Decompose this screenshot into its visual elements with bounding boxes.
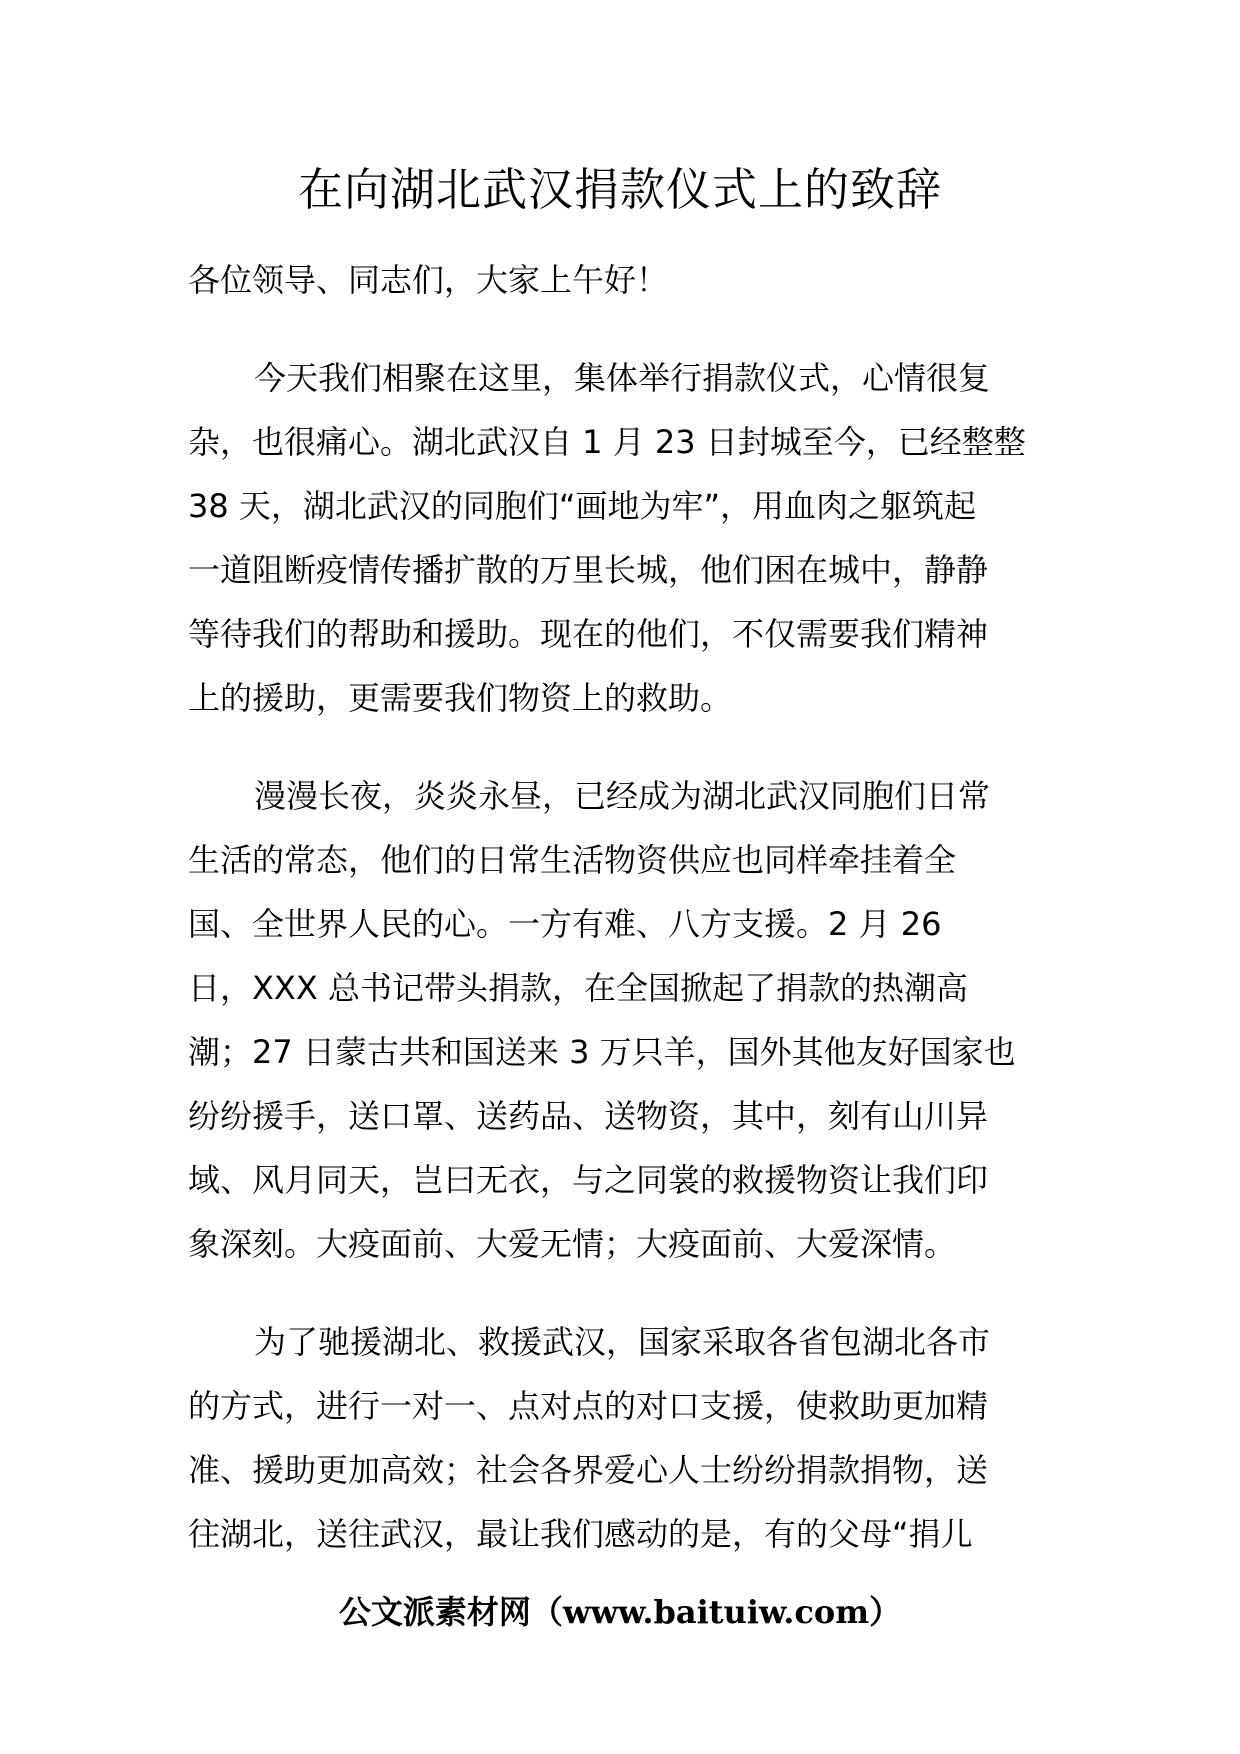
paragraph-line: 一道阻断疫情传播扩散的万里长城，他们困在城中，静静 <box>188 551 989 589</box>
paragraph-spacing <box>188 1276 1058 1310</box>
paragraph-line: 等待我们的帮助和援助。现在的他们，不仅需要我们精神 <box>188 615 989 653</box>
paragraph-line: 往湖北，送往武汉，最让我们感动的是，有的父母“捐儿 <box>188 1515 973 1553</box>
paragraph-line: 纷纷援手，送口罩、送药品、送物资，其中，刻有山川异 <box>188 1097 989 1135</box>
paragraph-2 <box>188 764 1058 1276</box>
paragraph-line: 象深刻。大疫面前、大爱无情；大疫面前、大爱深情。 <box>188 1225 957 1263</box>
paragraph-line: 上的援助，更需要我们物资上的救助。 <box>188 679 733 717</box>
paragraph-line: 潮；27 日蒙古共和国送来 3 万只羊，国外其他友好国家也 <box>188 1033 1016 1071</box>
paragraph-1 <box>188 346 1058 730</box>
paragraph-line: 杂，也很痛心。湖北武汉自 1 月 23 日封城至今，已经整整 <box>188 423 1026 461</box>
paragraph-spacing <box>188 312 1058 346</box>
paragraph-line: 的方式，进行一对一、点对点的对口支援，使救助更加精 <box>188 1387 989 1425</box>
paragraph-line: 为了驰援湖北、救援武汉，国家采取各省包湖北各市 <box>254 1323 991 1361</box>
footer-source: 公文派素材网（www.baituiw.com） <box>338 1593 902 1631</box>
paragraph-line: 今天我们相聚在这里，集体举行捐款仪式，心情很复 <box>254 359 991 397</box>
paragraph-spacing <box>188 730 1058 764</box>
paragraph-line: 域、风月同天，岂曰无衣，与之同裳的救援物资让我们印 <box>188 1161 989 1199</box>
paragraph-line: 38 天，湖北武汉的同胞们“画地为牢”，用血肉之躯筑起 <box>188 487 977 525</box>
paragraph-3 <box>188 1310 1058 1566</box>
paragraph-line: 漫漫长夜，炎炎永昼，已经成为湖北武汉同胞们日常 <box>254 777 991 815</box>
paragraph-line: 准、援助更加高效；社会各界爱心人士纷纷捐款捐物，送 <box>188 1451 989 1489</box>
document-title: 在向湖北武汉捐款仪式上的致辞 <box>297 163 942 216</box>
salutation: 各位领导、同志们，大家上午好！ <box>188 261 669 299</box>
document-body <box>188 248 1058 1566</box>
paragraph-line: 日，XXX 总书记带头捐款，在全国掀起了捐款的热潮高 <box>188 969 968 1007</box>
paragraph-line: 生活的常态，他们的日常生活物资供应也同样牵挂着全 <box>188 841 957 879</box>
paragraph-line: 国、全世界人民的心。一方有难、八方支援。2 月 26 <box>188 905 942 943</box>
